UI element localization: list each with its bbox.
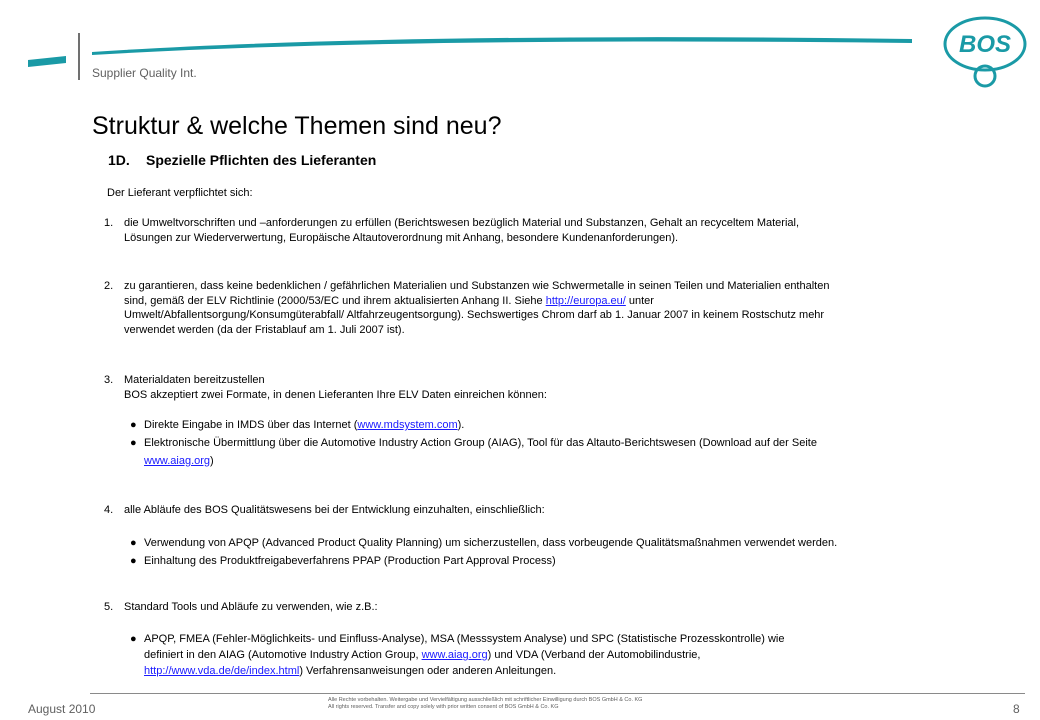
footer-legal-en: All rights reserved. Transfer and copy solely with prior written consent of BOS GmbH & Co. KG — [328, 704, 559, 710]
list-item-1 — [104, 216, 904, 245]
mdsystem-link[interactable]: www.mdsystem.com — [357, 419, 458, 431]
bullet-item — [130, 552, 890, 570]
item-text — [124, 294, 904, 309]
vda-link[interactable]: http://www.vda.de/de/index.html — [144, 665, 300, 677]
bullet-icon: ● — [130, 633, 137, 645]
bullet-item — [130, 434, 890, 470]
header-accent-dash — [28, 56, 66, 67]
header-divider — [78, 33, 80, 80]
item-heading: alle Abläufe des BOS Qualitätswesens bei der Entwicklung einzuhalten, einschließlich: — [124, 504, 545, 516]
item-text: BOS akzeptiert zwei Formate, in denen Lieferanten Ihre ELV Daten einreichen können: — [124, 388, 547, 401]
bullet-item — [130, 631, 890, 679]
bullet-item — [130, 534, 890, 552]
header-swoosh — [92, 30, 912, 56]
bullet-text: ). — [457, 419, 465, 431]
section-heading — [108, 152, 376, 168]
item-heading: Standard Tools und Abläufe zu verwenden, wie z.B.: — [124, 601, 378, 613]
bullet-text: Elektronische Übermittlung über die Automotive Industry Action Group (AIAG), Tool für das Altauto-Berichtswesen (Download auf der Seite — [144, 437, 817, 449]
bullet-text: Direkte Eingabe in IMDS über das Internet ( — [144, 419, 358, 431]
bullet-icon: ● — [130, 555, 137, 567]
item-number: 4. — [104, 504, 114, 516]
footer-legal-de: Alle Rechte vorbehalten. Weitergabe und Vervielfältigung ausschließlich mit schriftlicher Einwilligung durch BOS GmbH & Co. KG — [328, 697, 643, 703]
bullet-text: ) und VDA (Verband der Automobilindustrie, — [487, 649, 701, 661]
bullet-text: definiert in den AIAG (Automotive Industry Action Group, — [144, 649, 422, 661]
svg-text:BOS: BOS — [958, 31, 1012, 58]
list-item-5 — [104, 600, 904, 615]
item-text: verwendet werden (da der Fristablauf am 1. Juli 2007 ist). — [124, 323, 405, 336]
aiag-link[interactable]: www.aiag.org — [144, 455, 211, 467]
footer-divider — [90, 693, 1025, 694]
page-title: Struktur & welche Themen sind neu? — [92, 112, 502, 140]
europa-link[interactable]: http://europa.eu/ — [545, 294, 626, 307]
item-text: Lösungen zur Wiederverwertung, Europäische Altautoverordnung mit Anhang, besondere Kundenanforderungen). — [124, 231, 679, 244]
bos-logo — [940, 14, 1030, 90]
bullet-text: Einhaltung des Produktfreigabeverfahrens PPAP (Production Part Approval Process) — [144, 555, 556, 567]
item-text: zu garantieren, dass keine bedenklichen / gefährlichen Materialien und Substanzen wie Schwermetalle in seinen Teilen und Materialien enthalten — [124, 280, 830, 292]
list-item-4 — [104, 503, 904, 518]
item-number: 1. — [104, 217, 114, 229]
footer-date: August 2010 — [28, 702, 96, 716]
bullet-icon: ● — [130, 419, 137, 431]
bullet-icon: ● — [130, 537, 137, 549]
bullet-text: Verwendung von APQP (Advanced Product Quality Planning) um sicherzustellen, dass vorbeugende Qualitätsmaßnahmen verwendet werden. — [144, 537, 838, 549]
bullet-text: APQP, FMEA (Fehler-Möglichkeits- und Einfluss-Analyse), MSA (Messsystem Analyse) und SPC (Statistische Prozesskontrolle) wie — [144, 633, 785, 645]
item-text-segment: sind, gemäß der ELV Richtlinie (2000/53/EC und ihrem aktualisierten Anhang II. Siehe — [124, 294, 546, 307]
item-heading: Materialdaten bereitzustellen — [124, 374, 265, 386]
bullet-text: ) Verfahrensanweisungen oder anderen Anleitungen. — [299, 665, 557, 677]
item-number: 2. — [104, 280, 114, 292]
item-number: 5. — [104, 601, 114, 613]
page-number: 8 — [1013, 702, 1020, 716]
bullet-text: ) — [210, 455, 214, 467]
section-number: 1D. — [108, 152, 130, 168]
bullet-item — [130, 416, 890, 434]
footer-legal — [328, 697, 642, 711]
item-text: die Umweltvorschriften und –anforderungen zu erfüllen (Berichtswesen bezüglich Material und Substanzen, Gehalt an recyceltem Material, — [124, 217, 800, 229]
list-item-3 — [104, 373, 904, 402]
item-text-segment: unter — [625, 294, 654, 307]
aiag-link[interactable]: www.aiag.org — [421, 649, 488, 661]
item-number: 3. — [104, 374, 114, 386]
item-text: Umwelt/Abfallentsorgung/Konsumgüterabfall/ Altfahrzeugentsorgung). Sechswertiges Chrom darf ab 1. Januar 2007 in keinem Rostschutz mehr — [124, 309, 825, 321]
intro-text: Der Lieferant verpflichtet sich: — [107, 187, 253, 199]
list-item-2 — [104, 279, 904, 337]
bullet-icon: ● — [130, 437, 137, 449]
section-title: Spezielle Pflichten des Lieferanten — [146, 152, 377, 168]
header-subtitle: Supplier Quality Int. — [92, 66, 197, 80]
